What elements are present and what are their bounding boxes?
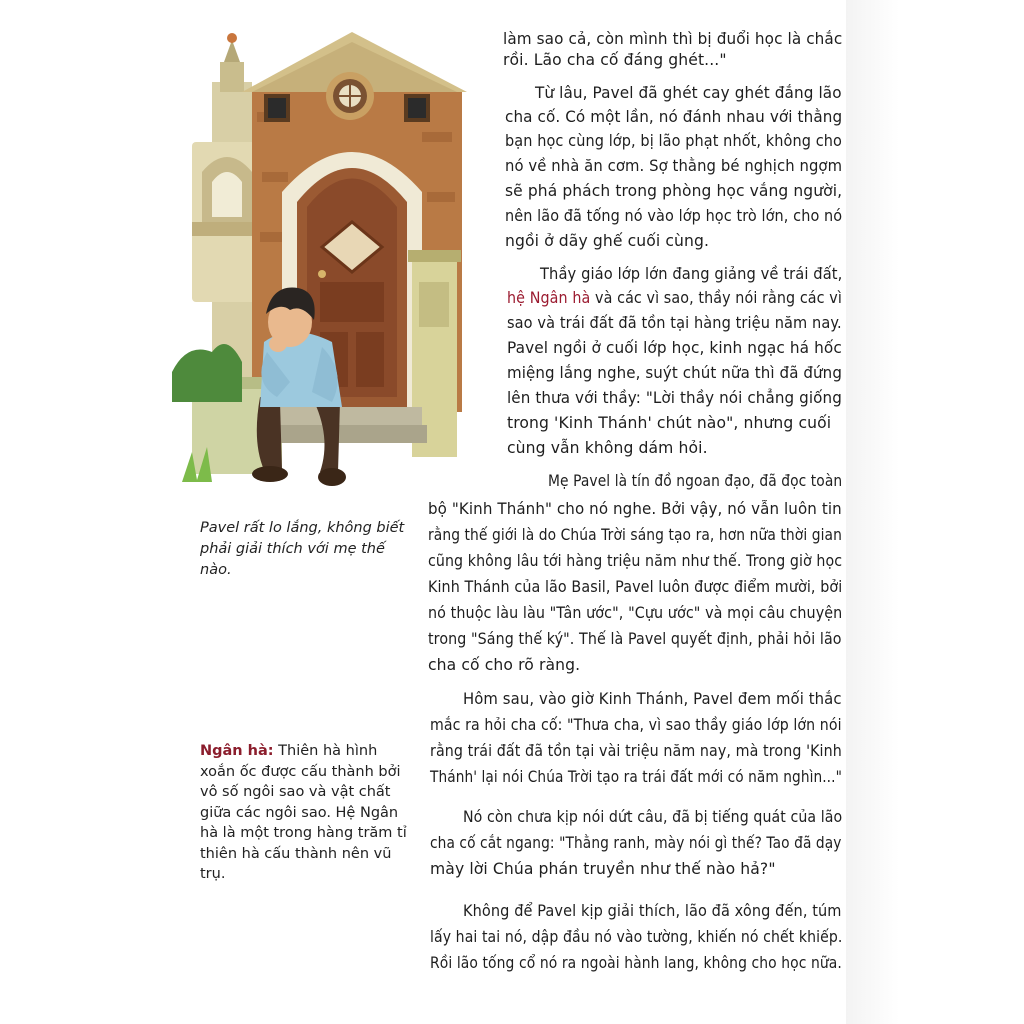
text-line: Mẹ Pavel là tín đồ ngoan đạo, đã đọc toàn <box>548 472 843 490</box>
text-line: nó thuộc làu làu "Tân ước", "Cựu ước" và mọi câu chuyện <box>428 604 843 622</box>
glossary-definition: Thiên hà hình xoắn ốc được cấu thành bởi vô số ngôi sao và vật chất giữa các ngôi sao. Hệ Ngân hà là một trong hàng trăm tỉ thiên hà cấu thành nên vũ trụ. <box>200 743 407 882</box>
text-line: Pavel ngồi ở cuối lớp học, kinh ngạc há hốc <box>507 339 842 357</box>
text-line: cha cố cắt ngang: "Thằng ranh, mày nói gì thế? Tao đã dạy <box>430 834 842 852</box>
text-line: Hôm sau, vào giờ Kinh Thánh, Pavel đem mối thắc <box>463 690 842 708</box>
text-line: rằng thế giới là do Chúa Trời sáng tạo ra, hơn nữa thời gian <box>428 526 842 544</box>
text-line: mắc ra hỏi cha cố: "Thưa cha, vì sao thầy giáo lớp lớn nói <box>430 716 842 734</box>
text-line: Thánh' lại nói Chúa Trời tạo ra trái đất mới có năm nghìn..." <box>430 768 842 786</box>
text-line: miệng lắng nghe, suýt chút nữa thì đã đứng <box>507 364 842 382</box>
text-line: Thầy giáo lớp lớn đang giảng về trái đất, <box>540 265 843 283</box>
text-line: nên lão đã tống nó vào lớp học trò lớn, cho nó <box>505 207 843 225</box>
text-line: sẽ phá phách trong phòng học vắng người, <box>505 182 843 200</box>
text-line: cha cố cho rõ ràng. <box>428 656 581 674</box>
text-line: rồi. Lão cha cố đáng ghét..." <box>503 51 727 69</box>
text-line: Kinh Thánh của lão Basil, Pavel luôn được điểm mười, bởi <box>428 578 843 596</box>
text-line: Không để Pavel kịp giải thích, lão đã xông đến, túm <box>463 902 842 920</box>
text-line: lấy hai tai nó, dập đầu nó vào tường, khiến nó chết khiếp. <box>430 928 843 946</box>
text-line: làm sao cả, còn mình thì bị đuổi học là chắc <box>503 30 843 48</box>
text-line: cùng vẫn không dám hỏi. <box>507 439 708 457</box>
text-line: ngồi ở dãy ghế cuối cùng. <box>505 232 710 250</box>
text-line: sao và trái đất đã tồn tại hàng triệu năm nay. <box>507 314 842 332</box>
text-line: Rồi lão tống cổ nó ra ngoài hành lang, không cho học nữa. <box>430 954 842 972</box>
text-line: nó về nhà ăn cơm. Sợ thằng bé nghịch ngợm <box>505 157 843 175</box>
text-line: bộ "Kinh Thánh" cho nó nghe. Bởi vậy, nó vẫn luôn tin <box>428 500 842 518</box>
illustration-caption: Pavel rất lo lắng, không biết phải giải thích với mẹ thế nào. <box>200 520 405 578</box>
text-line: cha cố. Có một lần, nó đánh nhau với thằng <box>505 108 843 126</box>
text-line: mày lời Chúa phán truyền như thế nào hả?" <box>430 860 776 878</box>
text-line: bạn học cùng lớp, bị lão phạt nhốt, không cho <box>505 132 842 150</box>
text-line: Từ lâu, Pavel đã ghét cay ghét đắng lão <box>535 84 842 102</box>
text-line: trong 'Kinh Thánh' chút nào", nhưng cuối <box>507 414 832 432</box>
galaxy-highlight: hệ Ngân hà <box>507 289 591 307</box>
glossary-term: Ngân hà: <box>200 743 274 759</box>
text-line: lên thưa với thầy: "Lời thầy nói chẳng giống <box>507 389 842 407</box>
text-line: rằng trái đất đã tồn tại vài triệu năm nay, mà trong 'Kinh <box>430 742 842 760</box>
text-line: Nó còn chưa kịp nói dứt câu, đã bị tiếng quát của lão <box>463 808 843 826</box>
text-line: trong "Sáng thế ký". Thế là Pavel quyết định, phải hỏi lão <box>428 630 842 648</box>
text-line: hệ Ngân hà và các vì sao, thầy nói rằng các vì <box>507 289 842 307</box>
text-line: cũng không lâu tới hàng triệu năm như thế. Trong giờ học <box>428 552 843 570</box>
